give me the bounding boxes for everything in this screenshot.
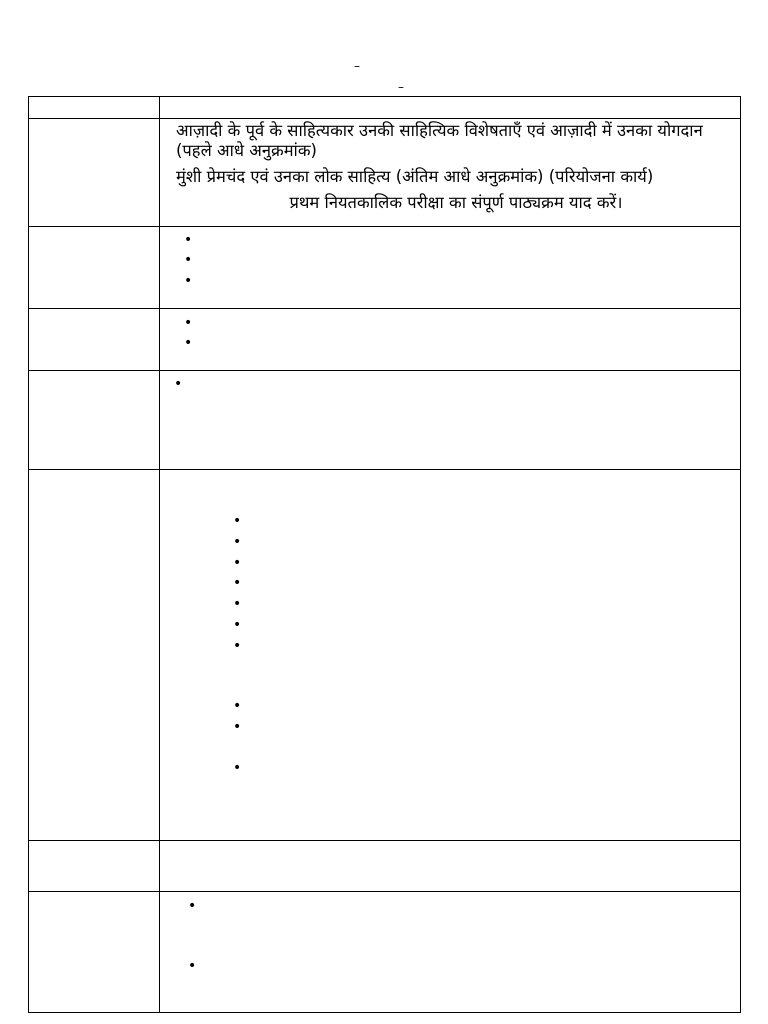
bullet-item: • (233, 575, 242, 591)
bullet-item: • (233, 617, 242, 633)
syllabus-cell (160, 119, 741, 227)
assignment-table (28, 96, 741, 1013)
bullet-item: • (184, 232, 193, 248)
table-row (29, 309, 741, 371)
table-row (29, 892, 741, 1013)
table-row (29, 227, 741, 309)
header-dash-2: – (398, 80, 404, 94)
bullet-item: • (188, 898, 197, 914)
list-cell (160, 892, 741, 1013)
bullet-item: • (233, 719, 242, 735)
table-row (29, 470, 741, 841)
bullet-item: • (184, 315, 193, 331)
bullet-item: • (174, 376, 183, 392)
row-label-cell (29, 470, 160, 841)
table-header-row (29, 97, 741, 119)
bullet-item: • (233, 534, 242, 550)
list-cell (160, 470, 741, 841)
syllabus-line-3: प्रथम नियतकालिक परीक्षा का संपूर्ण पाठ्यक्रम याद करें। (289, 193, 623, 212)
header-cell-left (29, 97, 160, 119)
list-cell (160, 371, 741, 470)
row-label-cell (29, 841, 160, 892)
bullet-item: • (233, 760, 242, 776)
bullet-item: • (233, 596, 242, 612)
bullet-item: • (184, 273, 193, 289)
bullet-item: • (233, 698, 242, 714)
row-label-cell (29, 371, 160, 470)
bullet-item: • (188, 958, 197, 974)
bullet-item: • (233, 555, 242, 571)
table-row (29, 371, 741, 470)
table-row-syllabus (29, 119, 741, 227)
row-label-cell (29, 309, 160, 371)
syllabus-line-1: आज़ादी के पूर्व के साहित्यकार उनकी साहित्यिक विशेषताएँ एवं आज़ादी में उनका योगदान (पहले आधे अनुक्रमांक) (176, 121, 703, 160)
list-cell (160, 309, 741, 371)
row-label-cell (29, 227, 160, 309)
header-dash-1: – (354, 59, 360, 73)
header-cell-right (160, 97, 741, 119)
row-label-cell (29, 892, 160, 1013)
row-label-cell (29, 119, 160, 227)
bullet-item: • (184, 252, 193, 268)
bullet-item: • (184, 335, 193, 351)
empty-cell (160, 841, 741, 892)
bullet-item: • (233, 513, 242, 529)
list-cell (160, 227, 741, 309)
bullet-item: • (233, 638, 242, 654)
table-row (29, 841, 741, 892)
syllabus-line-2: मुंशी प्रेमचंद एवं उनका लोक साहित्य (अंतिम आधे अनुक्रमांक) (परियोजना कार्य) (176, 167, 654, 186)
